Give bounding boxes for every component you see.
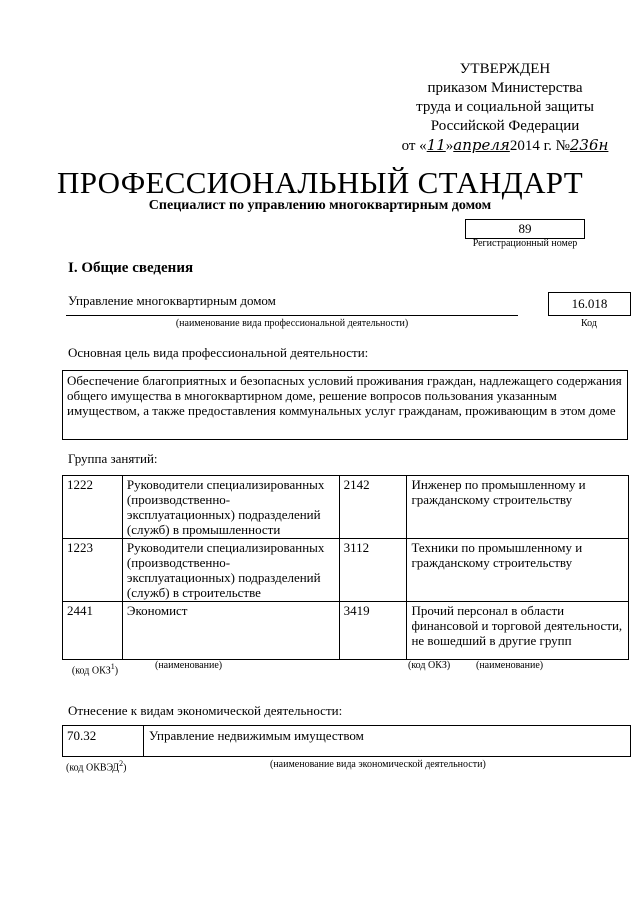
occupation-name: Техники по промышленному и гражданскому строительству [407,539,629,602]
occupations-table [62,475,629,660]
occupation-name: Руководители специализированных (производственно-эксплуатационных) подразделений (служб) в промышленности [122,476,339,539]
economic-label: Отнесение к видам экономической деятельности: [68,703,343,718]
approval-date-line: от «11»апреля2014 г. №236н [401,136,609,154]
approval-block [400,60,610,156]
okz-code-caption: (код ОКЗ$^1$) [71,662,119,677]
activity-underline [66,315,518,316]
document-title: ПРОФЕССИОНАЛЬНЫЙ СТАНДАРТ [57,165,583,200]
okved-name-caption: (наименование вида экономической деятельности) [270,759,486,770]
registration-number: 89 [465,219,585,239]
okz-code: 1222 [63,476,123,539]
okved-code: 70.32 [67,728,97,743]
approval-day: 11 [426,136,446,154]
code-caption: Код [581,318,597,329]
approval-number: 236н [569,136,609,154]
activity-caption: (наименование вида профессиональной деятельности) [175,318,409,329]
occupation-name: Инженер по промышленному и гражданскому строительству [407,476,629,539]
okz-code: 1223 [63,539,123,602]
okved-divider [143,725,144,756]
document-subtitle: Специалист по управлению многоквартирным домом [148,198,492,213]
okz-code-caption: (код ОКЗ) [408,660,451,671]
okz-code: 2441 [63,602,123,660]
okz-code: 3419 [339,602,407,660]
goal-text: Обеспечение благоприятных и безопасных условий проживания граждан, надлежащего содержания общего имущества в многоквартирном доме, решение вопросов пользования указанным имуществом, а также предоставления коммунальных услуг гражданам, проживающим в этом доме [62,370,628,440]
section-heading: I. Общие сведения [68,260,194,276]
approval-line: труда и социальной защиты [416,99,594,115]
goal-label: Основная цель вида профессиональной деятельности: [68,345,369,360]
okz-code: 2142 [339,476,407,539]
occupation-name: Прочий персонал в области финансовой и торговой деятельности, не вошедший в другие групп [407,602,629,660]
approval-month: апреля [453,136,510,154]
approval-line: приказом Министерства [427,80,583,96]
activity-name: Управление многоквартирным домом [68,293,276,308]
group-label: Группа занятий: [68,451,158,466]
activity-code: 16.018 [548,292,631,316]
occupation-name-caption: (наименование) [155,660,223,671]
occupation-name: Руководители специализированных (производственно-эксплуатационных) подразделений (служб) в строительстве [122,539,339,602]
okved-code-caption: (код ОКВЭД$^2$) [66,759,127,774]
table-row [63,602,629,660]
approval-title: УТВЕРЖДЕН [459,61,551,77]
okved-name: Управление недвижимым имуществом [149,728,364,743]
occupation-name-caption: (наименование) [476,660,544,671]
table-row [63,539,629,602]
occupation-name: Экономист [122,602,339,660]
approval-line: Российской Федерации [430,118,580,134]
table-row [63,476,629,539]
registration-caption: Регистрационный номер [472,238,578,249]
okz-code: 3112 [339,539,407,602]
